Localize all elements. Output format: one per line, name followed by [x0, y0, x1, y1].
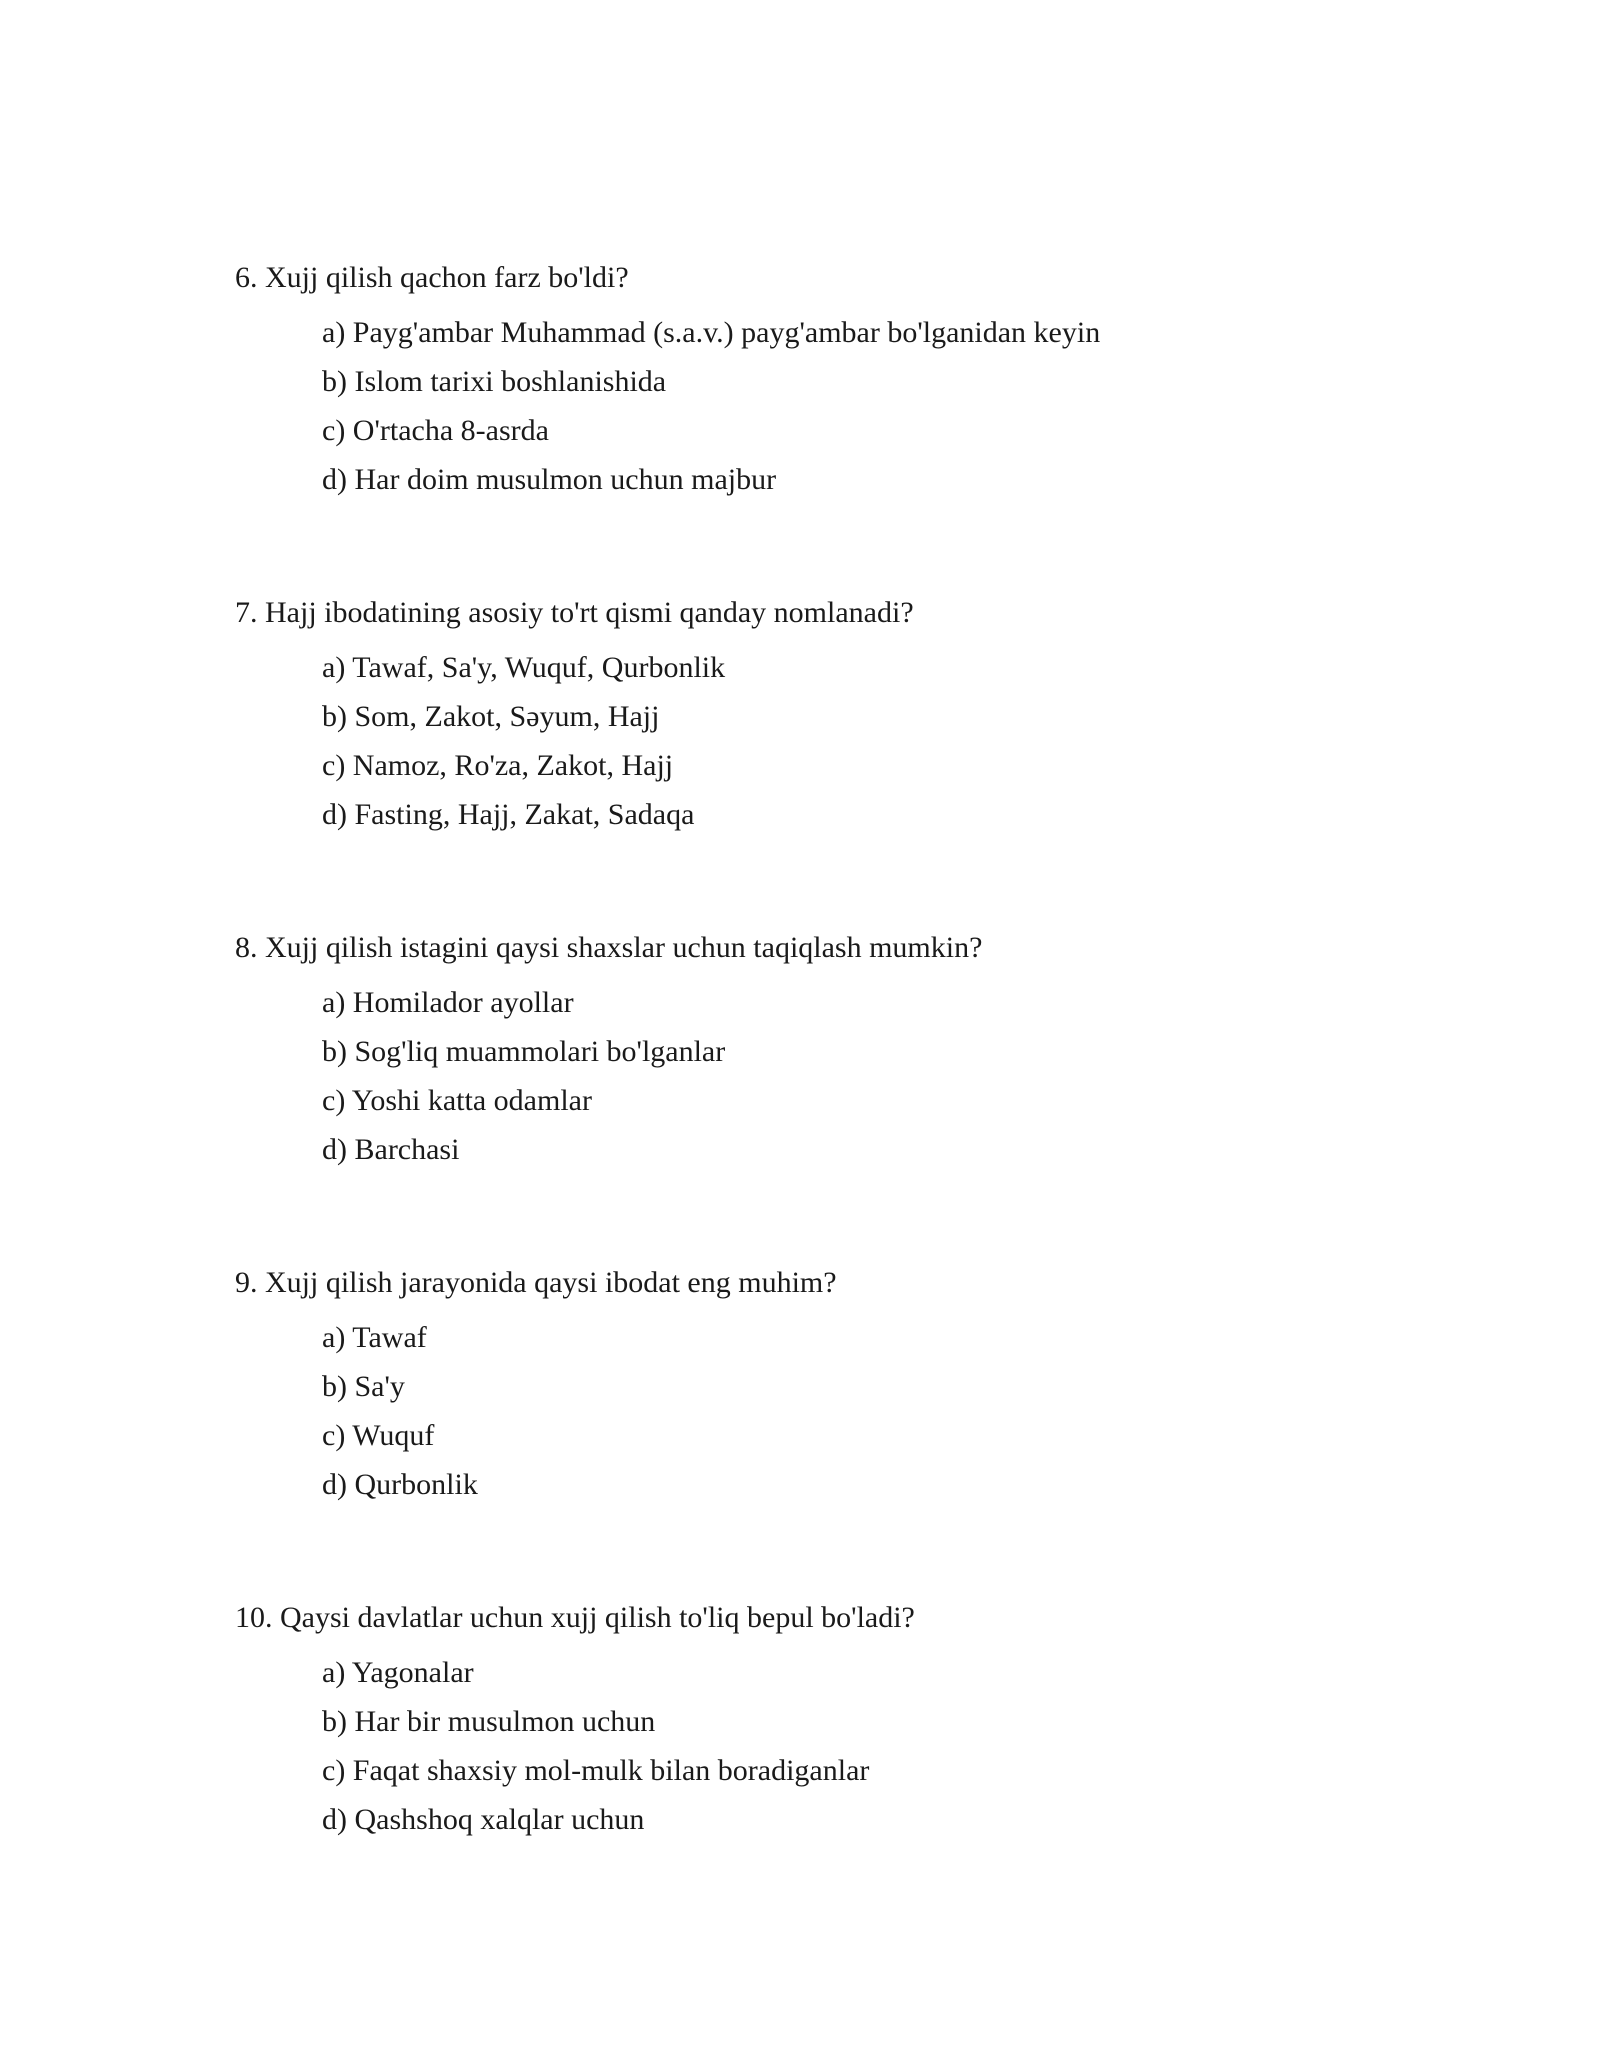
answer-option: d) Barchasi — [322, 1133, 460, 1166]
answer-option: c) Faqat shaxsiy mol-mulk bilan boradiganlar — [322, 1754, 870, 1787]
answer-options — [235, 1648, 1435, 1844]
answer-option: a) Tawaf — [322, 1321, 427, 1354]
question-text: 7. Hajj ibodatining asosiy to'rt qismi qanday nomlanadi? — [235, 596, 914, 629]
answer-option: d) Har doim musulmon uchun majbur — [322, 463, 777, 496]
answer-options — [235, 308, 1435, 504]
answer-option: d) Qurbonlik — [322, 1468, 478, 1501]
question-text: 10. Qaysi davlatlar uchun xujj qilish to'liq bepul bo'ladi? — [235, 1601, 915, 1634]
answer-option: b) Sog'liq muammolari bo'lganlar — [322, 1035, 726, 1068]
answer-option: d) Qashshoq xalqlar uchun — [322, 1803, 645, 1836]
answer-option: a) Tawaf, Sa'y, Wuquf, Qurbonlik — [322, 651, 726, 684]
answer-option: b) Sa'y — [322, 1370, 405, 1403]
question-text: 9. Xujj qilish jarayonida qaysi ibodat eng muhim? — [235, 1266, 837, 1299]
question-block — [235, 918, 1435, 1174]
answer-options — [235, 643, 1435, 839]
answer-options — [235, 1313, 1435, 1509]
answer-option: a) Homilador ayollar — [322, 986, 574, 1019]
answer-option: a) Payg'ambar Muhammad (s.a.v.) payg'ambar bo'lganidan keyin — [322, 316, 1101, 349]
answer-option: c) Wuquf — [322, 1419, 435, 1452]
answer-option: a) Yagonalar — [322, 1656, 474, 1689]
question-block — [235, 1588, 1435, 1844]
question-list — [235, 248, 1435, 1923]
question-block — [235, 248, 1435, 504]
question-block — [235, 583, 1435, 839]
question-text: 6. Xujj qilish qachon farz bo'ldi? — [235, 261, 629, 294]
question-text: 8. Xujj qilish istagini qaysi shaxslar uchun taqiqlash mumkin? — [235, 931, 983, 964]
answer-option: c) O'rtacha 8-asrda — [322, 414, 549, 447]
answer-option: b) Som, Zakot, Səyum, Hajj — [322, 700, 660, 733]
question-block — [235, 1253, 1435, 1509]
answer-option: b) Islom tarixi boshlanishida — [322, 365, 667, 398]
answer-option: c) Namoz, Ro'za, Zakot, Hajj — [322, 749, 674, 782]
answer-options — [235, 978, 1435, 1174]
answer-option: b) Har bir musulmon uchun — [322, 1705, 656, 1738]
answer-option: c) Yoshi katta odamlar — [322, 1084, 592, 1117]
answer-option: d) Fasting, Hajj, Zakat, Sadaqa — [322, 798, 695, 831]
